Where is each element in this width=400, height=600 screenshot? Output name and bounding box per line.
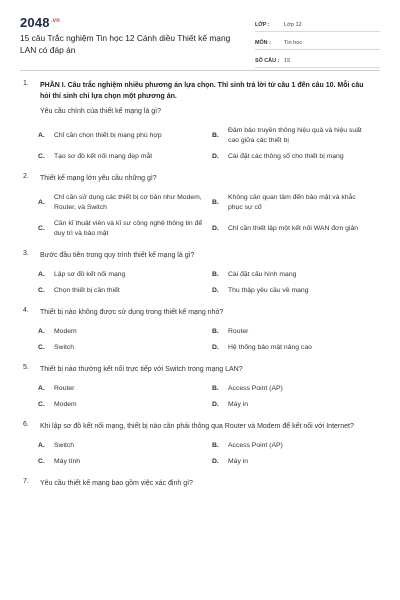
option-text: Cài đặt các thông số cho thiết bị mạng: [228, 153, 344, 160]
option-text: Cần kĩ thuật viên và kĩ sư công nghệ thông tin để duy trì và bảo mật: [54, 220, 203, 237]
option-letter: A.: [38, 385, 45, 392]
option-letter: B.: [212, 271, 219, 278]
question-list: [0, 80, 400, 491]
option-text: Đảm bảo truyền thông hiệu quả và hiệu suất cao giữa các thiết bị: [228, 127, 362, 144]
answer-option[interactable]: [38, 327, 212, 337]
answer-options: [38, 270, 368, 296]
answer-options: [38, 193, 368, 239]
answer-option[interactable]: [38, 457, 212, 467]
option-letter: D.: [212, 287, 219, 294]
question-number: 4.: [23, 307, 29, 314]
question-item: [0, 478, 400, 489]
option-letter: A.: [38, 199, 45, 206]
option-letter: A.: [38, 271, 45, 278]
option-text: Máy in: [228, 458, 249, 465]
answer-option[interactable]: [212, 126, 368, 146]
option-text: Switch: [54, 344, 75, 351]
answer-option[interactable]: [38, 270, 212, 280]
option-letter: C.: [38, 401, 45, 408]
option-text: Chọn thiết bị cần thiết: [54, 287, 120, 294]
document-title: 15 câu Trắc nghiệm Tin học 12 Cánh diều Thiết kế mạng LAN có đáp án: [20, 33, 231, 55]
option-letter: C.: [38, 344, 45, 351]
answer-option[interactable]: [212, 400, 368, 410]
answer-option[interactable]: [212, 327, 368, 337]
answer-option[interactable]: [212, 193, 368, 213]
option-text: Router: [228, 328, 249, 335]
answer-option[interactable]: [212, 343, 368, 353]
answer-options: [38, 384, 368, 410]
question-item: [0, 250, 400, 296]
meta-value: Lớp 12: [284, 22, 302, 28]
question-text: Thiết bị nào không được sử dụng trong thiết kế mạng nhỏ?: [40, 309, 224, 316]
option-letter: B.: [212, 442, 219, 449]
option-text: Access Point (AP): [228, 385, 283, 392]
question-item: [0, 80, 400, 162]
option-text: Modem: [54, 328, 77, 335]
option-text: Lập sơ đồ kết nối mạng: [54, 271, 126, 278]
meta-label: LỚP :: [255, 22, 270, 28]
option-text: Cài đặt cấu hình mạng: [228, 271, 297, 278]
question-text: Bước đầu tiên trong quy trình thiết kế mạng là gì?: [40, 252, 195, 259]
option-letter: D.: [212, 401, 219, 408]
option-text: Access Point (AP): [228, 442, 283, 449]
site-logo[interactable]: [20, 15, 60, 30]
answer-option[interactable]: [38, 400, 212, 410]
meta-row: [255, 50, 380, 68]
meta-row: [255, 32, 380, 50]
option-letter: B.: [212, 132, 219, 139]
question-text: Khi lập sơ đồ kết nối mạng, thiết bị nào cần phải thông qua Router và Modem để kết nối với Internet?: [40, 423, 354, 430]
option-text: Không cần quan tâm đến bảo mật và khắc phục sự cố: [228, 194, 356, 211]
answer-option[interactable]: [38, 384, 212, 394]
option-letter: B.: [212, 385, 219, 392]
meta-value: 15: [284, 58, 291, 64]
option-letter: B.: [212, 199, 219, 206]
question-text: Yêu cầu thiết kế mạng bao gồm việc xác định gì?: [40, 480, 193, 487]
question-number: 2.: [23, 173, 29, 180]
option-letter: A.: [38, 132, 45, 139]
option-text: Chỉ cần chọn thiết bị mạng phù hợp: [54, 132, 162, 139]
option-letter: D.: [212, 344, 219, 351]
option-text: Modem: [54, 401, 77, 408]
answer-option[interactable]: [38, 286, 212, 296]
header-divider: [20, 70, 380, 71]
answer-options: [38, 126, 368, 162]
logo-suffix: .vn: [50, 17, 61, 24]
answer-options: [38, 327, 368, 353]
option-letter: D.: [212, 225, 219, 232]
question-number: 7.: [23, 478, 29, 485]
answer-option[interactable]: [38, 441, 212, 451]
option-text: Hệ thống bảo mật nâng cao: [228, 344, 312, 351]
answer-option[interactable]: [38, 219, 212, 239]
answer-options: [38, 441, 368, 467]
question-number: 6.: [23, 421, 29, 428]
answer-option[interactable]: [212, 384, 368, 394]
question-item: [0, 307, 400, 353]
option-text: Máy in: [228, 401, 249, 408]
option-text: Tạo sơ đồ kết nối mạng đẹp mắt: [54, 153, 153, 160]
answer-option[interactable]: [38, 152, 212, 162]
option-text: Thu thập yêu cầu về mạng: [228, 287, 309, 294]
option-letter: D.: [212, 458, 219, 465]
option-letter: C.: [38, 225, 45, 232]
answer-option[interactable]: [212, 441, 368, 451]
question-number: 5.: [23, 364, 29, 371]
meta-value: Tin học: [284, 40, 303, 46]
document-meta: [255, 14, 380, 68]
meta-row: [255, 14, 380, 32]
option-text: Router: [54, 385, 75, 392]
option-text: Chỉ cần sử dụng các thiết bị cơ bản như Modem, Router, và Switch: [54, 194, 202, 211]
question-item: [0, 173, 400, 239]
logo-main: 2048: [20, 15, 50, 30]
answer-option[interactable]: [38, 126, 212, 146]
option-text: Switch: [54, 442, 75, 449]
answer-option[interactable]: [212, 286, 368, 296]
document-header: [0, 0, 400, 70]
question-text: Thiết kế mạng lớn yêu cầu những gì?: [40, 175, 157, 182]
meta-label: MÔN :: [255, 40, 271, 46]
question-number: 3.: [23, 250, 29, 257]
option-letter: B.: [212, 328, 219, 335]
option-letter: A.: [38, 328, 45, 335]
answer-option[interactable]: [38, 343, 212, 353]
option-letter: C.: [38, 287, 45, 294]
question-text: Thiết bị nào thường kết nối trực tiếp với Switch trong mạng LAN?: [40, 366, 243, 373]
option-letter: A.: [38, 442, 45, 449]
question-item: [0, 364, 400, 410]
option-text: Máy tính: [54, 458, 81, 465]
question-subtext: Yêu cầu chính của thiết kế mạng là gì?: [40, 108, 162, 115]
answer-option[interactable]: [212, 457, 368, 467]
option-text: Chỉ cần thiết lập một kết nối WAN đơn giản: [228, 225, 359, 232]
answer-option[interactable]: [212, 270, 368, 280]
answer-option[interactable]: [212, 219, 368, 239]
option-letter: C.: [38, 153, 45, 160]
answer-option[interactable]: [212, 152, 368, 162]
question-text: PHẦN I. Câu trắc nghiệm nhiều phương án lựa chọn. Thí sinh trả lời từ câu 1 đến câu 10. Mỗi câu hỏi thí sinh chỉ lựa chọn một phương án.: [40, 82, 364, 100]
question-item: [0, 421, 400, 467]
meta-label: SỐ CÂU :: [255, 58, 280, 64]
answer-option[interactable]: [38, 193, 212, 213]
option-letter: C.: [38, 458, 45, 465]
option-letter: D.: [212, 153, 219, 160]
question-number: 1.: [23, 80, 29, 87]
